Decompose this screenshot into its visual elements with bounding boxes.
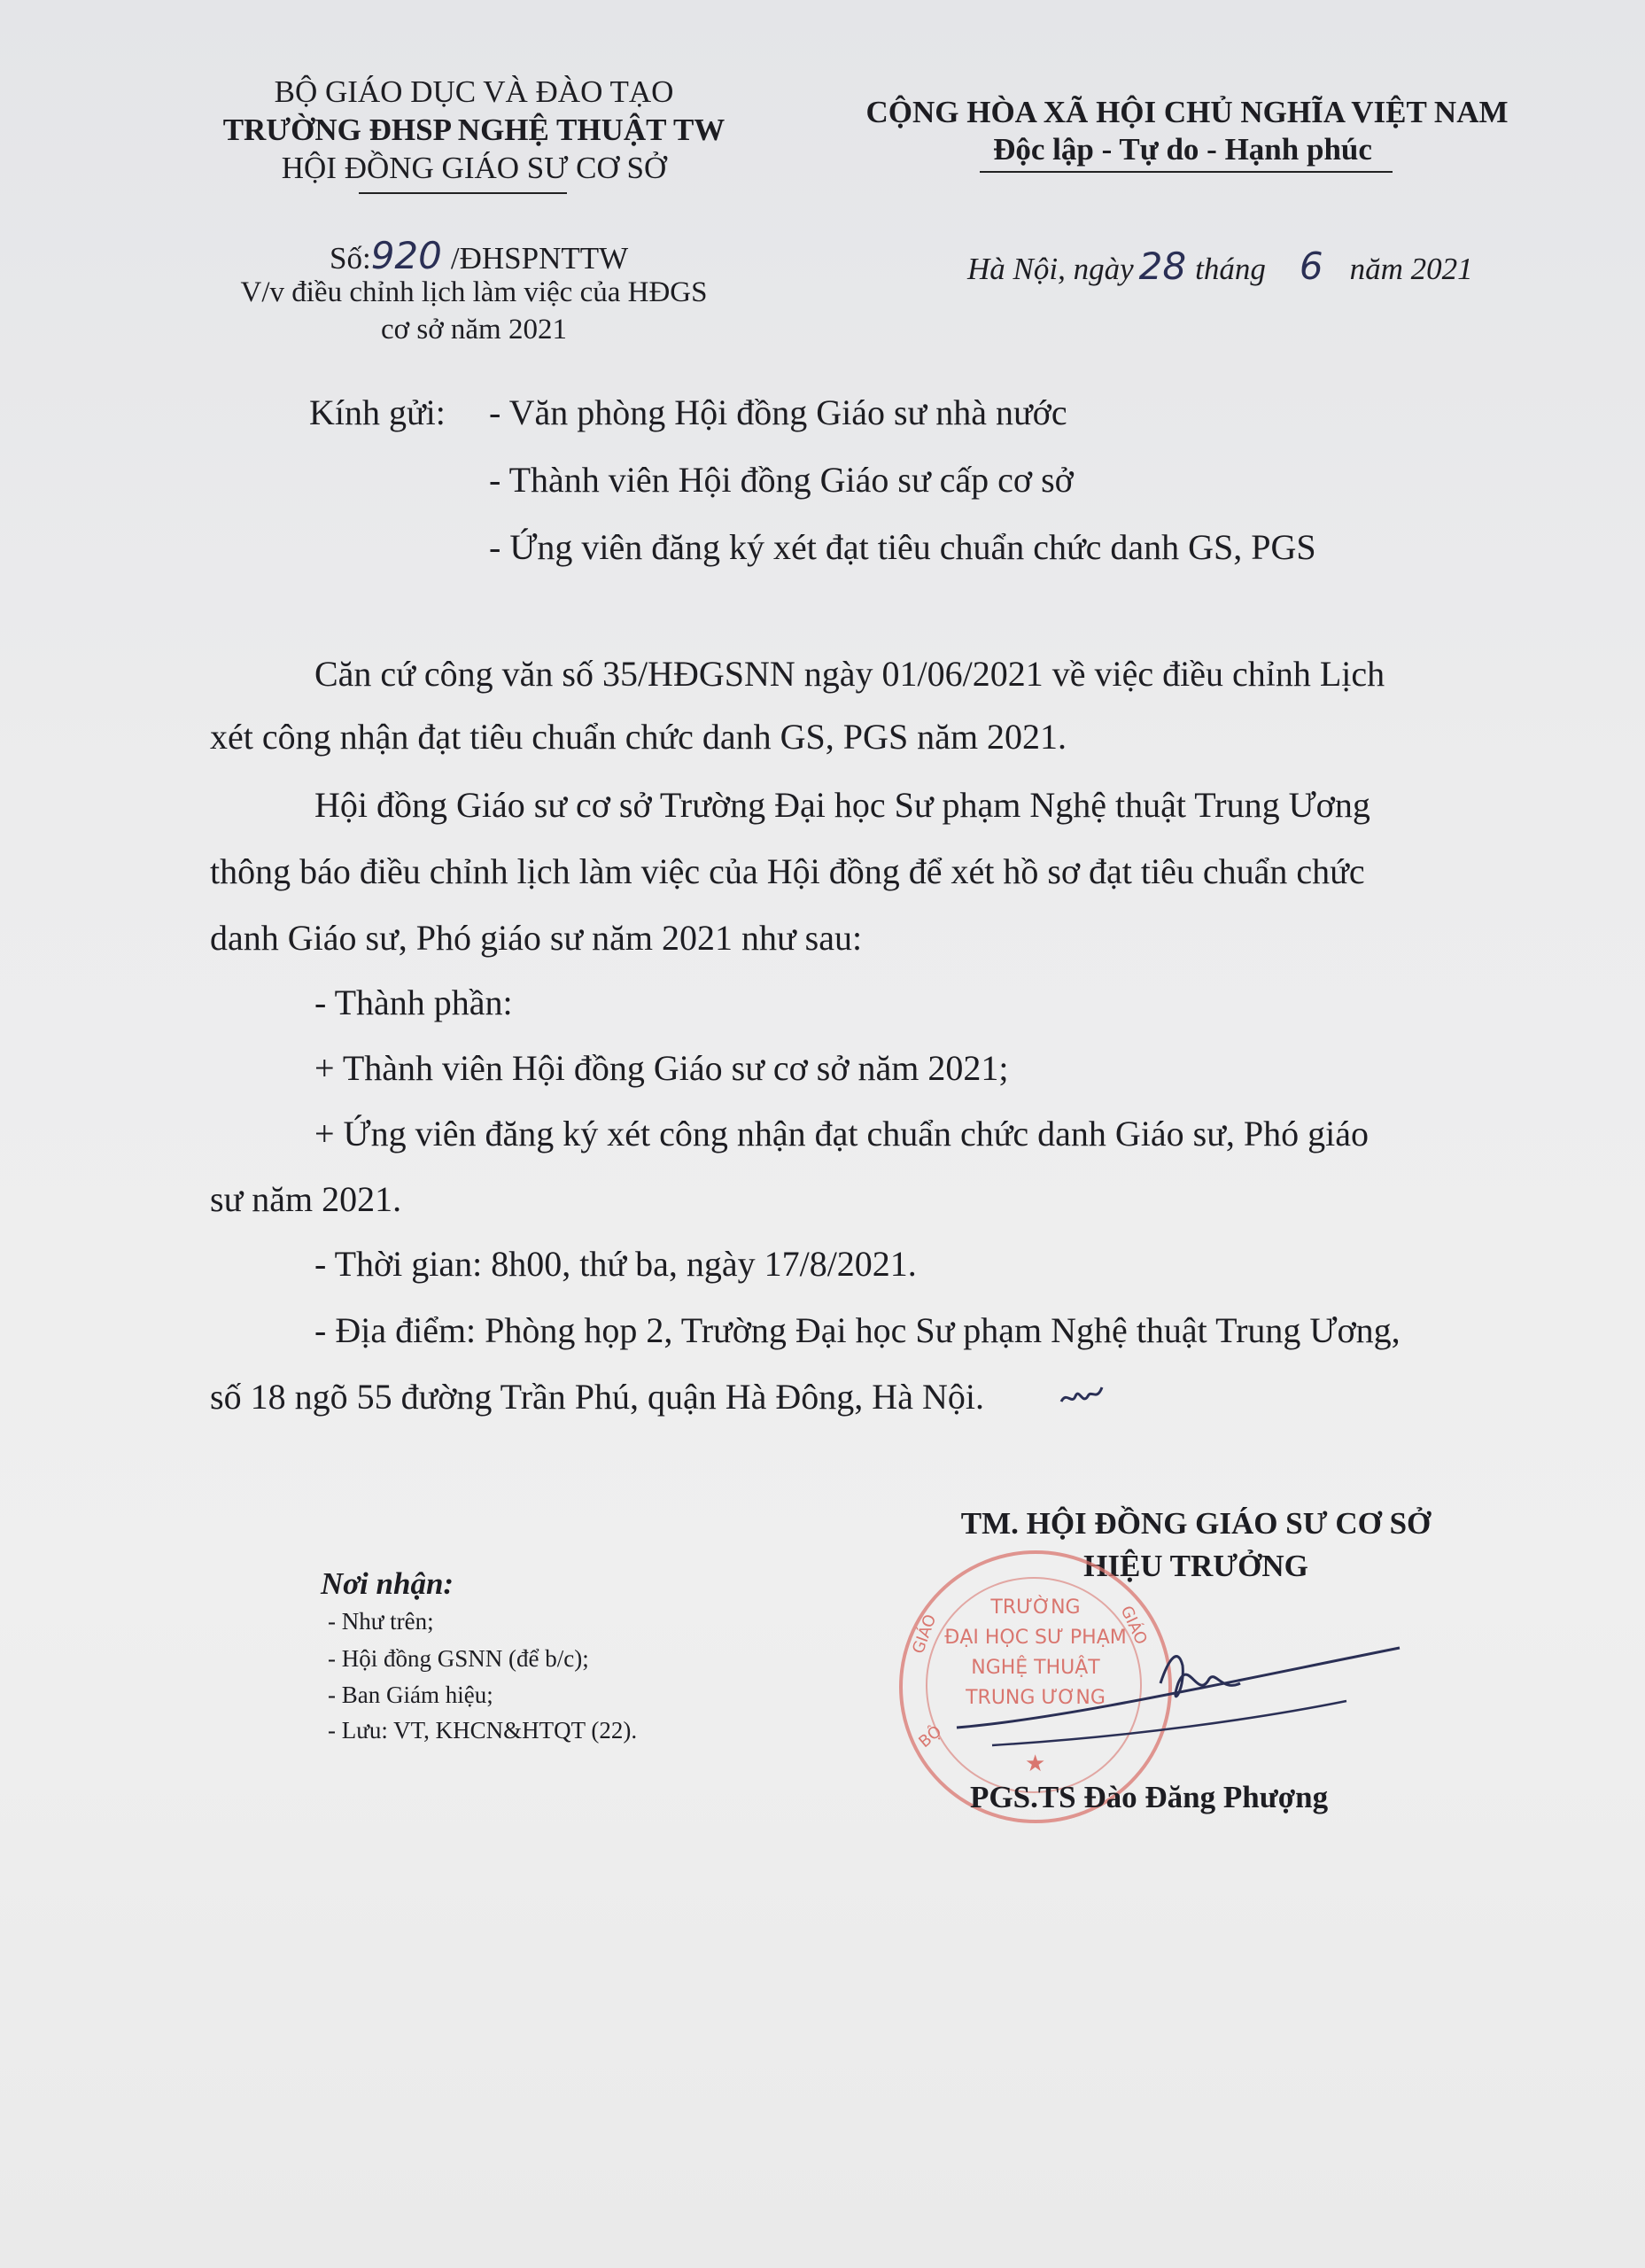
school-name: TRƯỜNG ĐHSP NGHỆ THUẬT TW	[222, 113, 726, 147]
date-month-label: tháng	[1195, 252, 1266, 286]
document-number	[330, 234, 628, 277]
distribution-label: Nơi nhận:	[321, 1566, 454, 1601]
distribution-item: - Như trên;	[328, 1608, 434, 1635]
document-number-suffix: /ĐHSPNTTW	[450, 241, 629, 276]
signer-name: PGS.TS Đào Đăng Phượng	[970, 1780, 1329, 1814]
stamp-text-line: NGHỆ THUẬT	[971, 1657, 1100, 1679]
body-paragraph-line: xét công nhận đạt tiêu chuẩn chức danh GS, PGS năm 2021.	[210, 717, 1067, 757]
body-paragraph-line: số 18 ngõ 55 đường Trần Phú, quận Hà Đông, Hà Nội.	[210, 1377, 984, 1417]
document-number-prefix: Số:	[330, 241, 371, 276]
council-underline	[359, 192, 567, 194]
body-paragraph-line: - Thời gian: 8h00, thứ ba, ngày 17/8/2021.	[314, 1244, 917, 1284]
distribution-item: - Ban Giám hiệu;	[328, 1682, 493, 1708]
date-year: năm 2021	[1349, 252, 1473, 286]
date-prefix: Hà Nội, ngày	[967, 252, 1134, 286]
body-paragraph-line: - Địa điểm: Phòng họp 2, Trường Đại học Sư phạm Nghệ thuật Trung Ương,	[314, 1310, 1401, 1350]
signature-title-2: HIỆU TRƯỞNG	[1083, 1549, 1308, 1583]
body-paragraph-line: thông báo điều chỉnh lịch làm việc của Hội đồng để xét hồ sơ đạt tiêu chuẩn chức	[210, 851, 1365, 891]
ministry-name: BỘ GIÁO DỤC VÀ ĐÀO TẠO	[274, 74, 674, 109]
council-name: HỘI ĐỒNG GIÁO SƯ CƠ SỞ	[281, 151, 667, 185]
recipient-item: - Thành viên Hội đồng Giáo sư cấp cơ sở	[489, 460, 1074, 500]
body-paragraph-line: + Thành viên Hội đồng Giáo sư cơ sở năm 2021;	[314, 1048, 1009, 1088]
motto-underline	[980, 171, 1393, 173]
handwritten-signature	[957, 1630, 1417, 1754]
document-number-handwritten: 920	[370, 234, 442, 277]
recipient-item: - Ứng viên đăng ký xét đạt tiêu chuẩn chức danh GS, PGS	[489, 527, 1316, 567]
stamp-text-line: TRUNG ƯƠNG	[966, 1687, 1106, 1709]
stamp-ring-text: GIÁO	[909, 1612, 941, 1657]
body-paragraph-line: - Thành phần:	[314, 983, 513, 1022]
body-paragraph-line: sư năm 2021.	[210, 1179, 402, 1219]
stamp-ring-text: BỘ	[915, 1721, 946, 1752]
stamp-ring-text: GIÁO	[1116, 1603, 1151, 1648]
recipient-item: - Văn phòng Hội đồng Giáo sư nhà nước	[489, 392, 1067, 432]
date-day-handwritten: 28	[1138, 245, 1187, 288]
republic-name: CỘNG HÒA XÃ HỘI CHỦ NGHĨA VIỆT NAM	[865, 95, 1509, 129]
body-paragraph-line: Căn cứ công văn số 35/HĐGSNN ngày 01/06/2021 về việc điều chỉnh Lịch	[314, 654, 1385, 694]
stamp-star-icon: ★	[1025, 1751, 1046, 1776]
body-paragraph-line: danh Giáo sư, Phó giáo sư năm 2021 như sau:	[210, 918, 863, 958]
date-month-handwritten: 6	[1299, 245, 1323, 288]
subject-line-1: V/v điều chỉnh lịch làm việc của HĐGS	[240, 276, 708, 308]
subject-line-2: cơ sở năm 2021	[381, 314, 567, 346]
issue-date	[967, 245, 1473, 288]
recipients-label: Kính gửi:	[309, 392, 446, 432]
handwritten-initials-mark	[1059, 1382, 1104, 1409]
distribution-item: - Lưu: VT, KHCN&HTQT (22).	[328, 1717, 638, 1744]
national-motto: Độc lập - Tự do - Hạnh phúc	[993, 132, 1372, 167]
body-paragraph-line: + Ứng viên đăng ký xét công nhận đạt chuẩn chức danh Giáo sư, Phó giáo	[314, 1114, 1370, 1153]
stamp-text-line: ĐẠI HỌC SƯ PHẠM	[944, 1627, 1127, 1649]
body-paragraph-line: Hội đồng Giáo sư cơ sở Trường Đại học Sư phạm Nghệ thuật Trung Ương	[314, 785, 1370, 825]
distribution-item: - Hội đồng GSNN (để b/c);	[328, 1645, 589, 1672]
signature-title-1: TM. HỘI ĐỒNG GIÁO SƯ CƠ SỞ	[960, 1506, 1432, 1541]
stamp-text-line: TRƯỜNG	[990, 1596, 1081, 1619]
